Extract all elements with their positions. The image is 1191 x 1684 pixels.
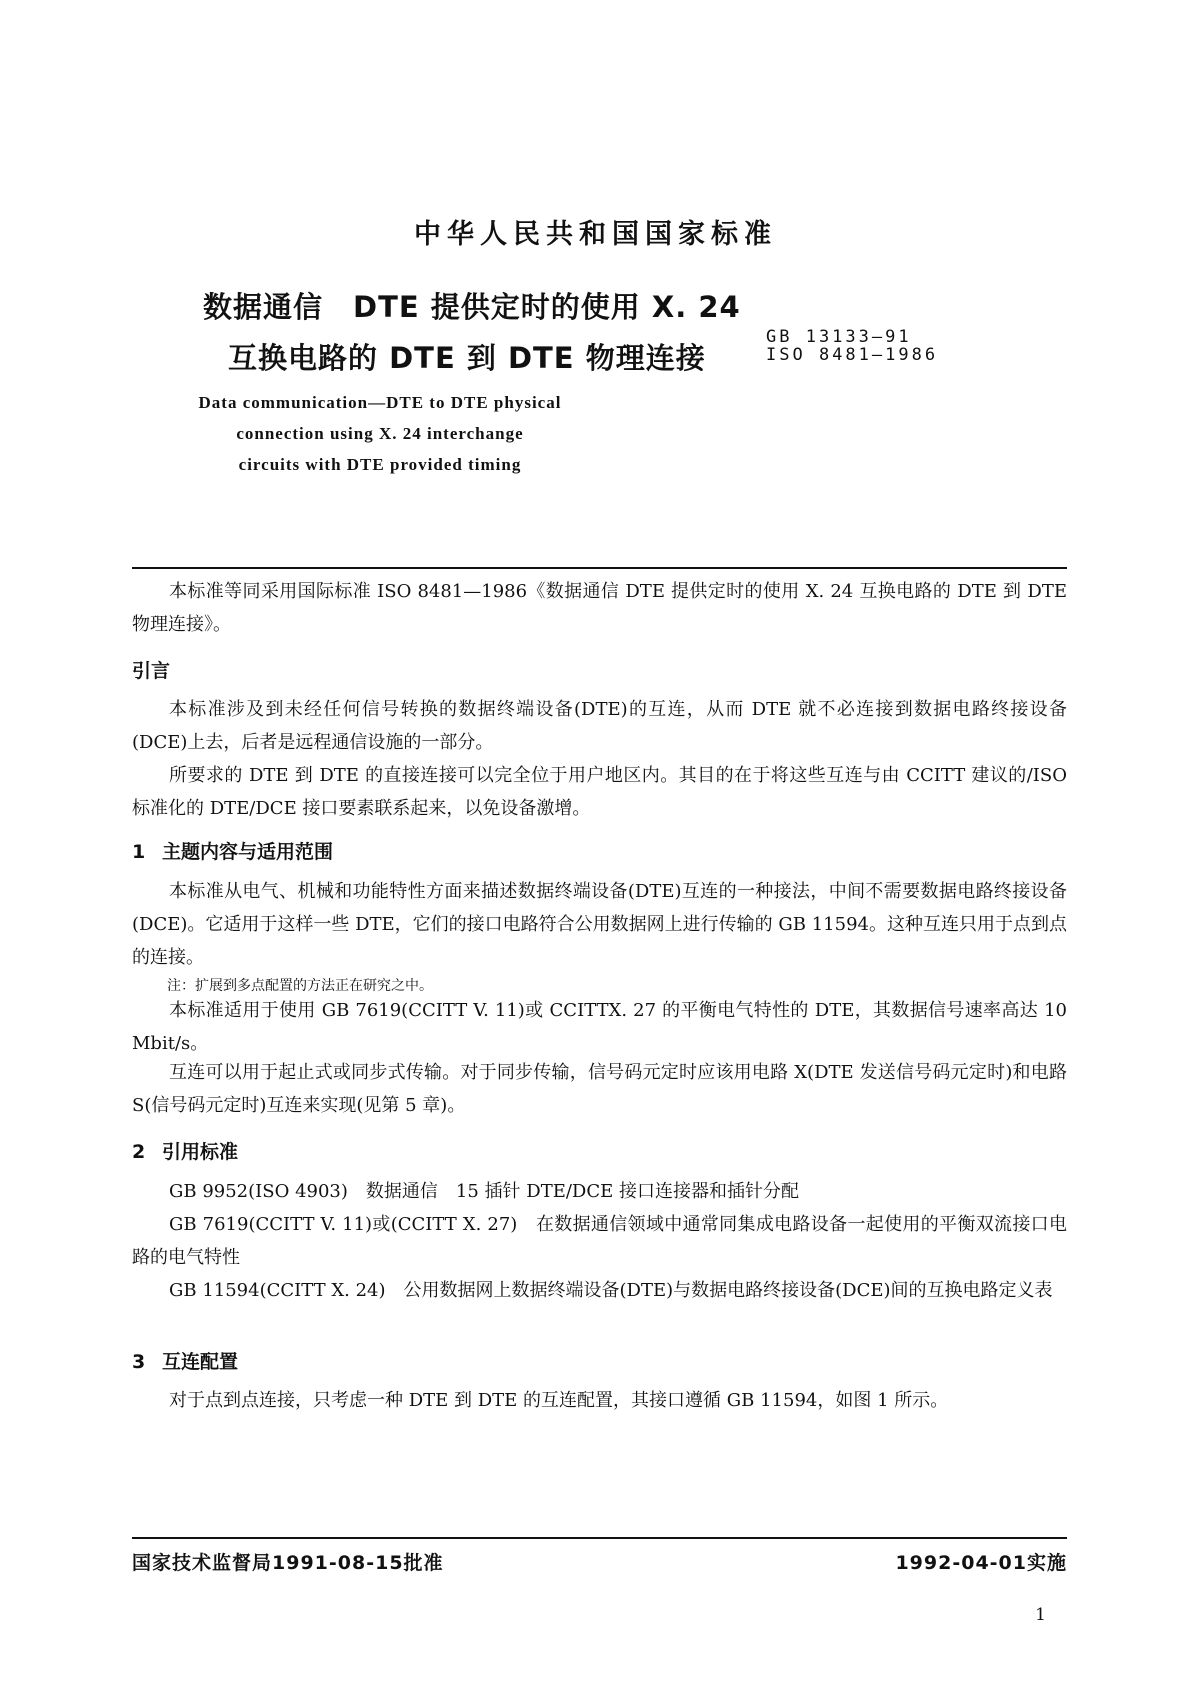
section-title: 主题内容与适用范围 (162, 841, 334, 863)
section-2-heading (132, 1137, 238, 1164)
country-standard-header: 中华人民共和国国家标准 (414, 219, 777, 250)
title-en-line2: connection using X. 24 interchange (236, 424, 524, 443)
standard-code-iso: ISO 8481—1986 (766, 345, 939, 365)
page-number: 1 (1035, 1605, 1046, 1625)
reference-item: GB 11594(CCITT X. 24) 公用数据网上数据终端设备(DTE)与数据电路终接设备(DCE)间的互换电路定义表 (169, 1280, 1053, 1301)
standard-code-gb: GB 13133—91 (766, 327, 912, 347)
title-cn-line2: 互换电路的 DTE 到 DTE 物理连接 (228, 341, 706, 375)
section-1-paragraph-3: 互连可以用于起止式或同步式传输。对于同步传输，信号码元定时应该用电路 X(DTE 发送信号码元定时)和电路 S(信号码元定时)互连来实现(见第 5 章)。 (132, 1062, 1067, 1116)
section-1-heading (132, 837, 333, 864)
foreword-paragraph-2: 所要求的 DTE 到 DTE 的直接连接可以完全位于用户地区内。其目的在于将这些互连与由 CCITT 建议的/ISO 标准化的 DTE/DCE 接口要素联系起来，以免设备激增。 (132, 765, 1067, 819)
foreword-paragraph-1: 本标准涉及到未经任何信号转换的数据终端设备(DTE)的互连，从而 DTE 就不必连接到数据电路终接设备(DCE)上去，后者是远程通信设施的一部分。 (132, 699, 1067, 753)
footer-divider (132, 1537, 1067, 1539)
section-1-note: 注：扩展到多点配置的方法正在研究之中。 (167, 978, 433, 994)
section-3-heading (132, 1347, 238, 1374)
section-3-paragraph-1: 对于点到点连接，只考虑一种 DTE 到 DTE 的互连配置，其接口遵循 GB 11594，如图 1 所示。 (169, 1390, 949, 1411)
implementation-date: 1992-04-01实施 (895, 1552, 1067, 1574)
approval-date: 国家技术监督局1991-08-15批准 (132, 1552, 444, 1574)
section-1-paragraph-1: 本标准从电气、机械和功能特性方面来描述数据终端设备(DTE)互连的一种接法，中间不需要数据电路终接设备(DCE)。它适用于这样一些 DTE，它们的接口电路符合公用数据网上进行传输的 GB 11594。这种互连只用于点到点的连接。 (132, 881, 1067, 968)
title-en-line1: Data communication—DTE to DTE physical (198, 393, 562, 412)
title-en-line3: circuits with DTE provided timing (238, 455, 522, 474)
title-cn-line1: 数据通信 DTE 提供定时的使用 X. 24 (203, 290, 741, 324)
section-title: 引用标准 (162, 1141, 239, 1163)
adoption-statement: 本标准等同采用国际标准 ISO 8481—1986《数据通信 DTE 提供定时的使用 X. 24 互换电路的 DTE 到 DTE 物理连接》。 (132, 581, 1067, 635)
section-1-paragraph-2: 本标准适用于使用 GB 7619(CCITT V. 11)或 CCITTX. 27 的平衡电气特性的 DTE，其数据信号速率高达 10 Mbit/s。 (132, 1000, 1067, 1054)
foreword-heading: 引言 (132, 660, 171, 682)
section-number: 3 (132, 1351, 146, 1373)
title-divider (132, 567, 1067, 569)
reference-item: GB 7619(CCITT V. 11)或(CCITT X. 27) 在数据通信领域中通常同集成电路设备一起使用的平衡双流接口电路的电气特性 (132, 1214, 1067, 1268)
section-number: 2 (132, 1141, 146, 1163)
reference-item: GB 9952(ISO 4903) 数据通信 15 插针 DTE/DCE 接口连接器和插针分配 (169, 1181, 799, 1202)
section-number: 1 (132, 841, 146, 863)
section-title: 互连配置 (162, 1351, 239, 1373)
